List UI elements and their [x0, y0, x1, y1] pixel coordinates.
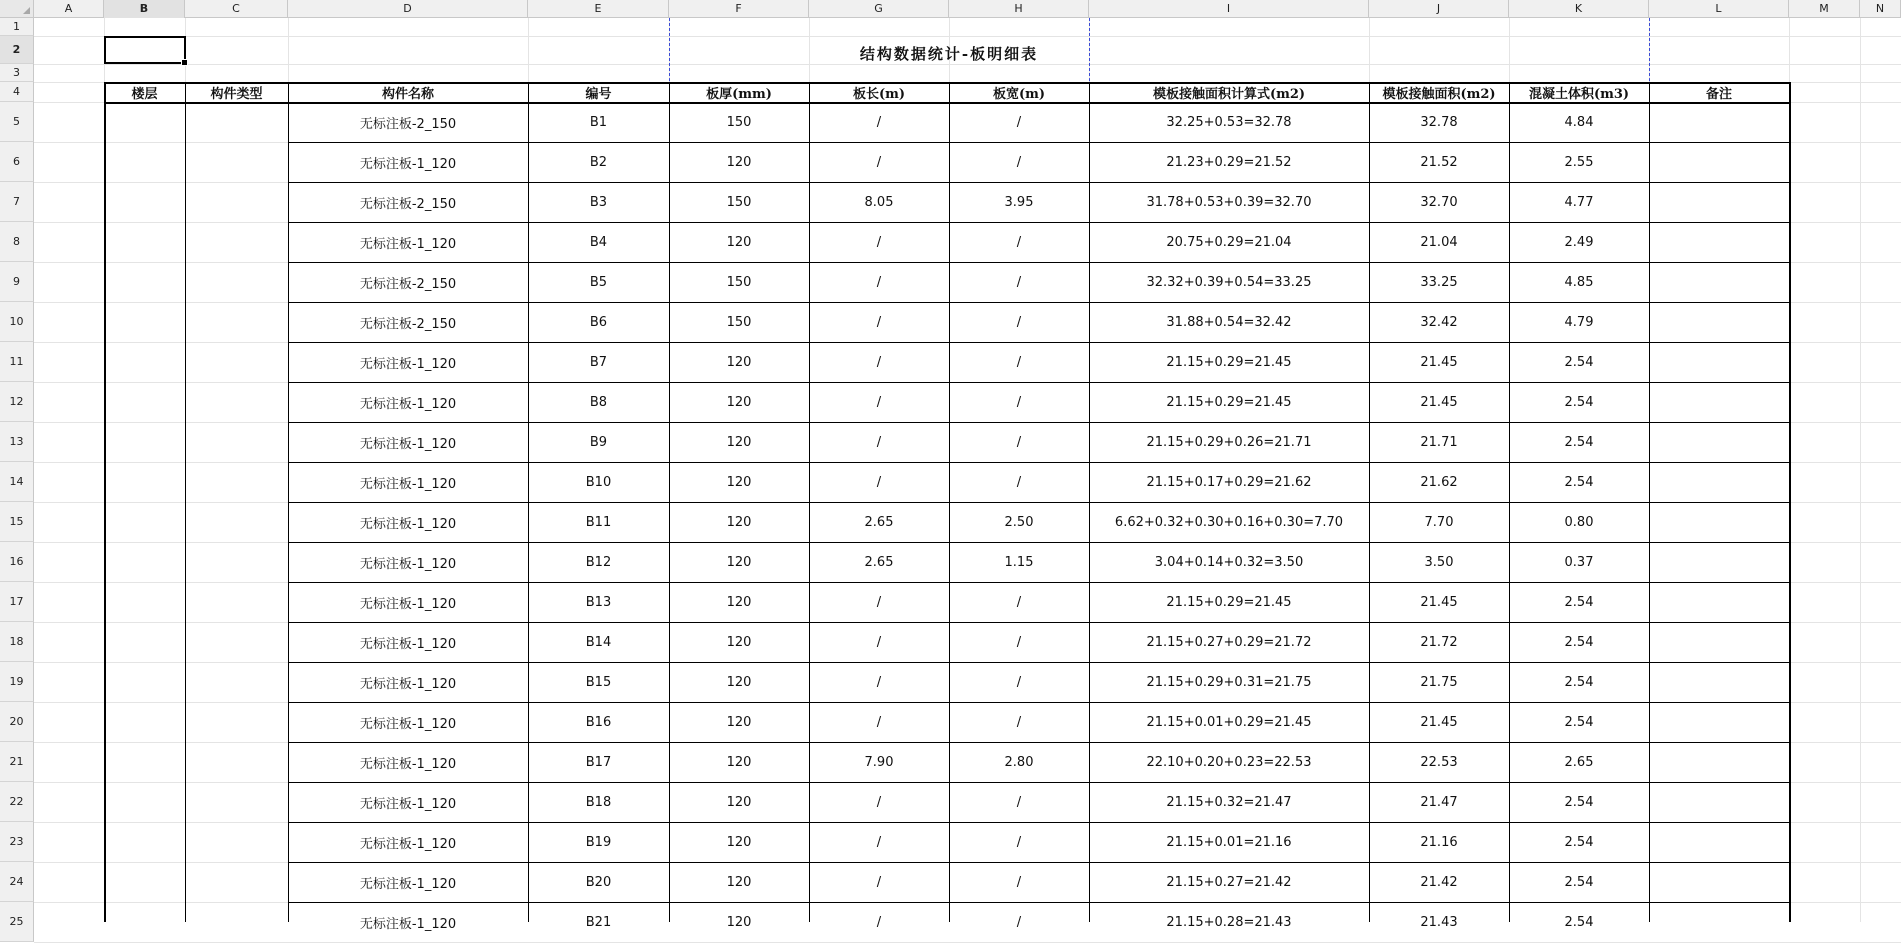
table-border	[288, 582, 1790, 583]
cell-concrete-volume[interactable]: 0.37	[1564, 554, 1594, 570]
table-border	[288, 622, 1790, 623]
cell-remarks[interactable]	[1649, 582, 1789, 622]
cell-width[interactable]: /	[1016, 714, 1022, 730]
cell-contact-area[interactable]: 32.42	[1420, 314, 1458, 330]
cell-thickness[interactable]: 120	[726, 234, 752, 250]
select-all-corner[interactable]	[0, 0, 34, 18]
cell-thickness[interactable]: 120	[726, 754, 752, 770]
cell-contact-area[interactable]: 21.47	[1420, 794, 1458, 810]
row-header-1[interactable]: 1	[0, 18, 34, 36]
cell-remarks[interactable]	[1649, 702, 1789, 742]
column-header-b[interactable]: B	[104, 0, 185, 18]
cell-length[interactable]: 7.90	[864, 754, 894, 770]
cell-contact-area[interactable]: 21.45	[1420, 714, 1458, 730]
cell-remarks[interactable]	[1649, 742, 1789, 782]
cell-contact-area[interactable]: 21.71	[1420, 434, 1458, 450]
gridline	[34, 36, 1901, 37]
cell-concrete-volume[interactable]: 2.49	[1564, 234, 1594, 250]
table-border	[1369, 82, 1370, 922]
row-header-16[interactable]: 16	[0, 542, 34, 582]
column-header-j[interactable]: J	[1369, 0, 1509, 18]
cell-formula[interactable]: 21.15+0.29=21.45	[1166, 354, 1292, 370]
cell-contact-area[interactable]: 3.50	[1424, 554, 1454, 570]
row-header-9[interactable]: 9	[0, 262, 34, 302]
cell-member-name[interactable]: 无标注板-1_120	[359, 836, 457, 852]
gridline	[1860, 18, 1861, 922]
cell-width[interactable]: /	[1016, 274, 1022, 290]
row-header-17[interactable]: 17	[0, 582, 34, 622]
cell-concrete-volume[interactable]: 2.54	[1564, 674, 1594, 690]
cell-contact-area[interactable]: 21.43	[1420, 914, 1458, 930]
cell-code[interactable]: B16	[585, 714, 612, 730]
cell-member-name[interactable]: 无标注板-1_120	[359, 756, 457, 772]
cell-concrete-volume[interactable]: 4.77	[1564, 194, 1594, 210]
cell-length[interactable]: 2.65	[864, 514, 894, 530]
row-header-18[interactable]: 18	[0, 622, 34, 662]
cell-formula[interactable]: 21.15+0.28=21.43	[1166, 914, 1292, 930]
cell-width[interactable]: 2.80	[1004, 754, 1034, 770]
cell-thickness[interactable]: 120	[726, 834, 752, 850]
cell-code[interactable]: B18	[585, 794, 612, 810]
cell-length[interactable]: /	[876, 434, 882, 450]
cell-length[interactable]: /	[876, 354, 882, 370]
table-border	[288, 662, 1790, 663]
cell-formula[interactable]: 21.15+0.32=21.47	[1166, 794, 1292, 810]
cell-concrete-volume[interactable]: 2.54	[1564, 394, 1594, 410]
cell-length[interactable]: /	[876, 234, 882, 250]
cell-formula[interactable]: 32.32+0.39+0.54=33.25	[1146, 274, 1312, 290]
cell-member-name[interactable]: 无标注板-1_120	[359, 676, 457, 692]
cell-remarks[interactable]	[1649, 902, 1789, 942]
cell-thickness[interactable]: 120	[726, 514, 752, 530]
cell-thickness[interactable]: 120	[726, 714, 752, 730]
sheet-title[interactable]: 结构数据统计-板明细表	[859, 45, 1039, 63]
table-border	[288, 502, 1790, 503]
table-border	[288, 462, 1790, 463]
header-contact-area[interactable]: 模板接触面积(m2)	[1382, 86, 1496, 102]
cell-contact-area[interactable]: 21.62	[1420, 474, 1458, 490]
header-length[interactable]: 板长(m)	[852, 86, 906, 102]
cell-concrete-volume[interactable]: 2.54	[1564, 474, 1594, 490]
cell-member-name[interactable]: 无标注板-1_120	[359, 636, 457, 652]
cell-thickness[interactable]: 120	[726, 154, 752, 170]
cell-member-name[interactable]: 无标注板-1_120	[359, 356, 457, 372]
cell-concrete-volume[interactable]: 2.54	[1564, 874, 1594, 890]
cell-member-name[interactable]: 无标注板-1_120	[359, 476, 457, 492]
cell-concrete-volume[interactable]: 4.84	[1564, 114, 1594, 130]
cell-contact-area[interactable]: 21.16	[1420, 834, 1458, 850]
cell-length[interactable]: /	[876, 114, 882, 130]
row-header-2[interactable]: 2	[0, 36, 34, 64]
table-border	[104, 82, 106, 922]
cell-length[interactable]: /	[876, 474, 882, 490]
row-header-10[interactable]: 10	[0, 302, 34, 342]
cell-length[interactable]: /	[876, 714, 882, 730]
row-header-12[interactable]: 12	[0, 382, 34, 422]
cell-concrete-volume[interactable]: 2.54	[1564, 794, 1594, 810]
table-border	[288, 902, 1790, 903]
cell-length[interactable]: /	[876, 274, 882, 290]
cell-length[interactable]: 8.05	[864, 194, 894, 210]
cell-concrete-volume[interactable]: 2.54	[1564, 834, 1594, 850]
cell-length[interactable]: /	[876, 634, 882, 650]
table-border	[288, 382, 1790, 383]
cell-remarks[interactable]	[1649, 222, 1789, 262]
cell-concrete-volume[interactable]: 2.54	[1564, 714, 1594, 730]
row-header-6[interactable]: 6	[0, 142, 34, 182]
cell-contact-area[interactable]: 21.45	[1420, 354, 1458, 370]
cell-contact-area[interactable]: 21.52	[1420, 154, 1458, 170]
row-header-21[interactable]: 21	[0, 742, 34, 782]
table-border	[809, 82, 810, 922]
cell-concrete-volume[interactable]: 2.54	[1564, 914, 1594, 930]
cell-width[interactable]: /	[1016, 354, 1022, 370]
header-width[interactable]: 板宽(m)	[992, 86, 1046, 102]
header-formula[interactable]: 模板接触面积计算式(m2)	[1152, 86, 1306, 102]
cell-contact-area[interactable]: 33.25	[1420, 274, 1458, 290]
cell-width[interactable]: /	[1016, 674, 1022, 690]
cell-concrete-volume[interactable]: 0.80	[1564, 514, 1594, 530]
cell-code[interactable]: B8	[589, 394, 608, 410]
table-border	[288, 782, 1790, 783]
cell-member-name[interactable]: 无标注板-1_120	[359, 916, 457, 932]
cell-member-name[interactable]: 无标注板-2_150	[359, 316, 457, 332]
column-header-f[interactable]: F	[669, 0, 809, 18]
cell-thickness[interactable]: 120	[726, 674, 752, 690]
cell-member-name[interactable]: 无标注板-1_120	[359, 236, 457, 252]
cell-contact-area[interactable]: 21.72	[1420, 634, 1458, 650]
column-header-h[interactable]: H	[949, 0, 1089, 18]
table-border	[1509, 82, 1510, 922]
cell-formula[interactable]: 31.88+0.54=32.42	[1166, 314, 1292, 330]
cell-length[interactable]: /	[876, 594, 882, 610]
cell-member-name[interactable]: 无标注板-1_120	[359, 516, 457, 532]
cell-member-name[interactable]: 无标注板-1_120	[359, 436, 457, 452]
table-border	[288, 862, 1790, 863]
cell-length[interactable]: /	[876, 874, 882, 890]
cell-length[interactable]: /	[876, 674, 882, 690]
row-header-22[interactable]: 22	[0, 782, 34, 822]
cell-concrete-volume[interactable]: 2.54	[1564, 434, 1594, 450]
cell-remarks[interactable]	[1649, 542, 1789, 582]
cell-width[interactable]: /	[1016, 434, 1022, 450]
cell-code[interactable]: B7	[589, 354, 608, 370]
cell-contact-area[interactable]: 21.45	[1420, 394, 1458, 410]
header-member-name[interactable]: 构件名称	[381, 86, 434, 102]
row-header-13[interactable]: 13	[0, 422, 34, 462]
table-border	[288, 542, 1790, 543]
cell-thickness[interactable]: 150	[726, 314, 752, 330]
cell-width[interactable]: /	[1016, 154, 1022, 170]
cell-code[interactable]: B4	[589, 234, 608, 250]
cell-formula[interactable]: 21.15+0.27+0.29=21.72	[1146, 634, 1312, 650]
cell-code[interactable]: B10	[585, 474, 612, 490]
cell-member-name[interactable]: 无标注板-1_120	[359, 876, 457, 892]
table-border	[528, 82, 529, 922]
cell-contact-area[interactable]: 21.75	[1420, 674, 1458, 690]
cell-formula[interactable]: 21.15+0.29+0.26=21.71	[1146, 434, 1312, 450]
table-border	[104, 102, 1790, 104]
cell-width[interactable]: /	[1016, 234, 1022, 250]
table-border	[949, 82, 950, 922]
row-header-4[interactable]: 4	[0, 82, 34, 102]
cell-remarks[interactable]	[1649, 462, 1789, 502]
cell-thickness[interactable]: 120	[726, 914, 752, 930]
cell-concrete-volume[interactable]: 4.79	[1564, 314, 1594, 330]
cell-concrete-volume[interactable]: 2.65	[1564, 754, 1594, 770]
row-header-15[interactable]: 15	[0, 502, 34, 542]
table-border	[669, 82, 670, 922]
cell-thickness[interactable]: 120	[726, 594, 752, 610]
cell-code[interactable]: B14	[585, 634, 612, 650]
cell-remarks[interactable]	[1649, 502, 1789, 542]
column-header-m[interactable]: M	[1789, 0, 1860, 18]
cell-contact-area[interactable]: 21.45	[1420, 594, 1458, 610]
cell-member-name[interactable]: 无标注板-2_150	[359, 116, 457, 132]
cell-length[interactable]: /	[876, 794, 882, 810]
row-header-11[interactable]: 11	[0, 342, 34, 382]
cell-formula[interactable]: 21.15+0.17+0.29=21.62	[1146, 474, 1312, 490]
cell-code[interactable]: B17	[585, 754, 612, 770]
cell-length[interactable]: /	[876, 154, 882, 170]
header-member-type[interactable]: 构件类型	[210, 86, 263, 102]
cell-formula[interactable]: 21.15+0.01=21.16	[1166, 834, 1292, 850]
cell-thickness[interactable]: 120	[726, 354, 752, 370]
cell-width[interactable]: /	[1016, 114, 1022, 130]
cell-width[interactable]: 2.50	[1004, 514, 1034, 530]
cell-member-name[interactable]: 无标注板-1_120	[359, 396, 457, 412]
table-border	[288, 222, 1790, 223]
column-header-l[interactable]: L	[1649, 0, 1789, 18]
row-header-23[interactable]: 23	[0, 822, 34, 862]
cell-formula[interactable]: 21.23+0.29=21.52	[1166, 154, 1292, 170]
cell-code[interactable]: B15	[585, 674, 612, 690]
cell-length[interactable]: 2.65	[864, 554, 894, 570]
table-border	[288, 422, 1790, 423]
cell-length[interactable]: /	[876, 834, 882, 850]
column-header-n[interactable]: N	[1860, 0, 1901, 18]
cell-width[interactable]: /	[1016, 834, 1022, 850]
column-header-d[interactable]: D	[288, 0, 528, 18]
cell-thickness[interactable]: 120	[726, 434, 752, 450]
cell-thickness[interactable]: 120	[726, 554, 752, 570]
row-header-3[interactable]: 3	[0, 64, 34, 82]
cell-remarks[interactable]	[1649, 862, 1789, 902]
cell-contact-area[interactable]: 7.70	[1424, 514, 1454, 530]
cell-member-name[interactable]: 无标注板-1_120	[359, 556, 457, 572]
column-header-i[interactable]: I	[1089, 0, 1369, 18]
cell-width[interactable]: 1.15	[1004, 554, 1034, 570]
cell-remarks[interactable]	[1649, 662, 1789, 702]
cell-member-name[interactable]: 无标注板-1_120	[359, 156, 457, 172]
cell-contact-area[interactable]: 32.78	[1420, 114, 1458, 130]
cell-code[interactable]: B19	[585, 834, 612, 850]
cell-concrete-volume[interactable]: 2.54	[1564, 634, 1594, 650]
cell-contact-area[interactable]: 21.04	[1420, 234, 1458, 250]
cell-width[interactable]: /	[1016, 914, 1022, 930]
table-border	[104, 82, 1790, 84]
table-border	[1649, 82, 1650, 922]
cell-code[interactable]: B20	[585, 874, 612, 890]
table-border	[1789, 82, 1791, 922]
cell-code[interactable]: B12	[585, 554, 612, 570]
column-header-k[interactable]: K	[1509, 0, 1649, 18]
cell-remarks[interactable]	[1649, 182, 1789, 222]
cell-width[interactable]: /	[1016, 794, 1022, 810]
cell-width[interactable]: /	[1016, 634, 1022, 650]
row-header-5[interactable]: 5	[0, 102, 34, 142]
cell-formula[interactable]: 21.15+0.29=21.45	[1166, 594, 1292, 610]
cell-thickness[interactable]: 120	[726, 394, 752, 410]
cell-concrete-volume[interactable]: 2.55	[1564, 154, 1594, 170]
cell-code[interactable]: B9	[589, 434, 608, 450]
cell-code[interactable]: B3	[589, 194, 608, 210]
cell-concrete-volume[interactable]: 2.54	[1564, 594, 1594, 610]
cell-formula[interactable]: 21.15+0.27=21.42	[1166, 874, 1292, 890]
cell-code[interactable]: B2	[589, 154, 608, 170]
cell-remarks[interactable]	[1649, 102, 1789, 142]
cell-width[interactable]: /	[1016, 314, 1022, 330]
header-concrete-volume[interactable]: 混凝土体积(m3)	[1528, 86, 1630, 102]
cell-formula[interactable]: 22.10+0.20+0.23=22.53	[1146, 754, 1312, 770]
row-header-19[interactable]: 19	[0, 662, 34, 702]
table-border	[288, 742, 1790, 743]
cell-thickness[interactable]: 120	[726, 474, 752, 490]
cell-formula[interactable]: 21.15+0.29+0.31=21.75	[1146, 674, 1312, 690]
cell-remarks[interactable]	[1649, 142, 1789, 182]
cell-code[interactable]: B6	[589, 314, 608, 330]
table-border	[288, 342, 1790, 343]
cell-formula[interactable]: 6.62+0.32+0.30+0.16+0.30=7.70	[1114, 514, 1344, 530]
cell-member-name[interactable]: 无标注板-1_120	[359, 796, 457, 812]
cell-concrete-volume[interactable]: 2.54	[1564, 354, 1594, 370]
cell-member-type-merged[interactable]	[185, 102, 288, 922]
row-header-14[interactable]: 14	[0, 462, 34, 502]
cell-member-name[interactable]: 无标注板-2_150	[359, 196, 457, 212]
cell-width[interactable]: /	[1016, 474, 1022, 490]
table-border	[288, 262, 1790, 263]
header-remarks[interactable]: 备注	[1705, 86, 1732, 102]
cell-code[interactable]: B5	[589, 274, 608, 290]
cell-thickness[interactable]: 150	[726, 114, 752, 130]
table-border	[288, 702, 1790, 703]
table-border	[1089, 82, 1090, 922]
row-header-8[interactable]: 8	[0, 222, 34, 262]
row-header-20[interactable]: 20	[0, 702, 34, 742]
table-border	[185, 82, 186, 922]
table-border	[288, 822, 1790, 823]
cell-width[interactable]: /	[1016, 594, 1022, 610]
cell-thickness[interactable]: 120	[726, 634, 752, 650]
cell-member-name[interactable]: 无标注板-1_120	[359, 596, 457, 612]
cell-code[interactable]: B11	[585, 514, 612, 530]
table-border	[288, 302, 1790, 303]
cell-member-name[interactable]: 无标注板-2_150	[359, 276, 457, 292]
cell-remarks[interactable]	[1649, 262, 1789, 302]
column-header-g[interactable]: G	[809, 0, 949, 18]
cell-width[interactable]: /	[1016, 394, 1022, 410]
cell-contact-area[interactable]: 32.70	[1420, 194, 1458, 210]
cell-formula[interactable]: 20.75+0.29=21.04	[1166, 234, 1292, 250]
cell-remarks[interactable]	[1649, 382, 1789, 422]
cell-contact-area[interactable]: 22.53	[1420, 754, 1458, 770]
cell-concrete-volume[interactable]: 4.85	[1564, 274, 1594, 290]
cell-formula[interactable]: 21.15+0.29=21.45	[1166, 394, 1292, 410]
column-header-a[interactable]: A	[34, 0, 104, 18]
cell-width[interactable]: 3.95	[1004, 194, 1034, 210]
cell-length[interactable]: /	[876, 394, 882, 410]
cell-code[interactable]: B21	[585, 914, 612, 930]
header-code[interactable]: 编号	[585, 86, 612, 102]
cell-formula[interactable]: 3.04+0.14+0.32=3.50	[1154, 554, 1304, 570]
cell-thickness[interactable]: 150	[726, 194, 752, 210]
table-border	[288, 82, 289, 922]
table-border	[288, 142, 1790, 143]
cell-code[interactable]: B1	[589, 114, 608, 130]
cell-remarks[interactable]	[1649, 342, 1789, 382]
cell-formula[interactable]: 32.25+0.53=32.78	[1166, 114, 1292, 130]
header-thickness[interactable]: 板厚(mm)	[706, 86, 772, 102]
cell-contact-area[interactable]: 21.42	[1420, 874, 1458, 890]
cell-remarks[interactable]	[1649, 622, 1789, 662]
cell-length[interactable]: /	[876, 314, 882, 330]
row-header-7[interactable]: 7	[0, 182, 34, 222]
column-header-c[interactable]: C	[185, 0, 288, 18]
cell-remarks[interactable]	[1649, 422, 1789, 462]
cell-remarks[interactable]	[1649, 822, 1789, 862]
header-floor[interactable]: 楼层	[131, 86, 158, 102]
cell-member-name[interactable]: 无标注板-1_120	[359, 716, 457, 732]
cell-formula[interactable]: 21.15+0.01+0.29=21.45	[1146, 714, 1312, 730]
cell-length[interactable]: /	[876, 914, 882, 930]
active-cell-selection[interactable]	[104, 36, 186, 64]
row-header-24[interactable]: 24	[0, 862, 34, 902]
cell-remarks[interactable]	[1649, 302, 1789, 342]
row-header-25[interactable]: 25	[0, 902, 34, 942]
cell-thickness[interactable]: 120	[726, 874, 752, 890]
cell-remarks[interactable]	[1649, 782, 1789, 822]
cell-width[interactable]: /	[1016, 874, 1022, 890]
cell-formula[interactable]: 31.78+0.53+0.39=32.70	[1146, 194, 1312, 210]
cell-thickness[interactable]: 120	[726, 794, 752, 810]
cell-thickness[interactable]: 150	[726, 274, 752, 290]
cell-code[interactable]: B13	[585, 594, 612, 610]
column-header-e[interactable]: E	[528, 0, 669, 18]
table-border	[288, 182, 1790, 183]
cell-floor-merged[interactable]	[104, 102, 185, 922]
